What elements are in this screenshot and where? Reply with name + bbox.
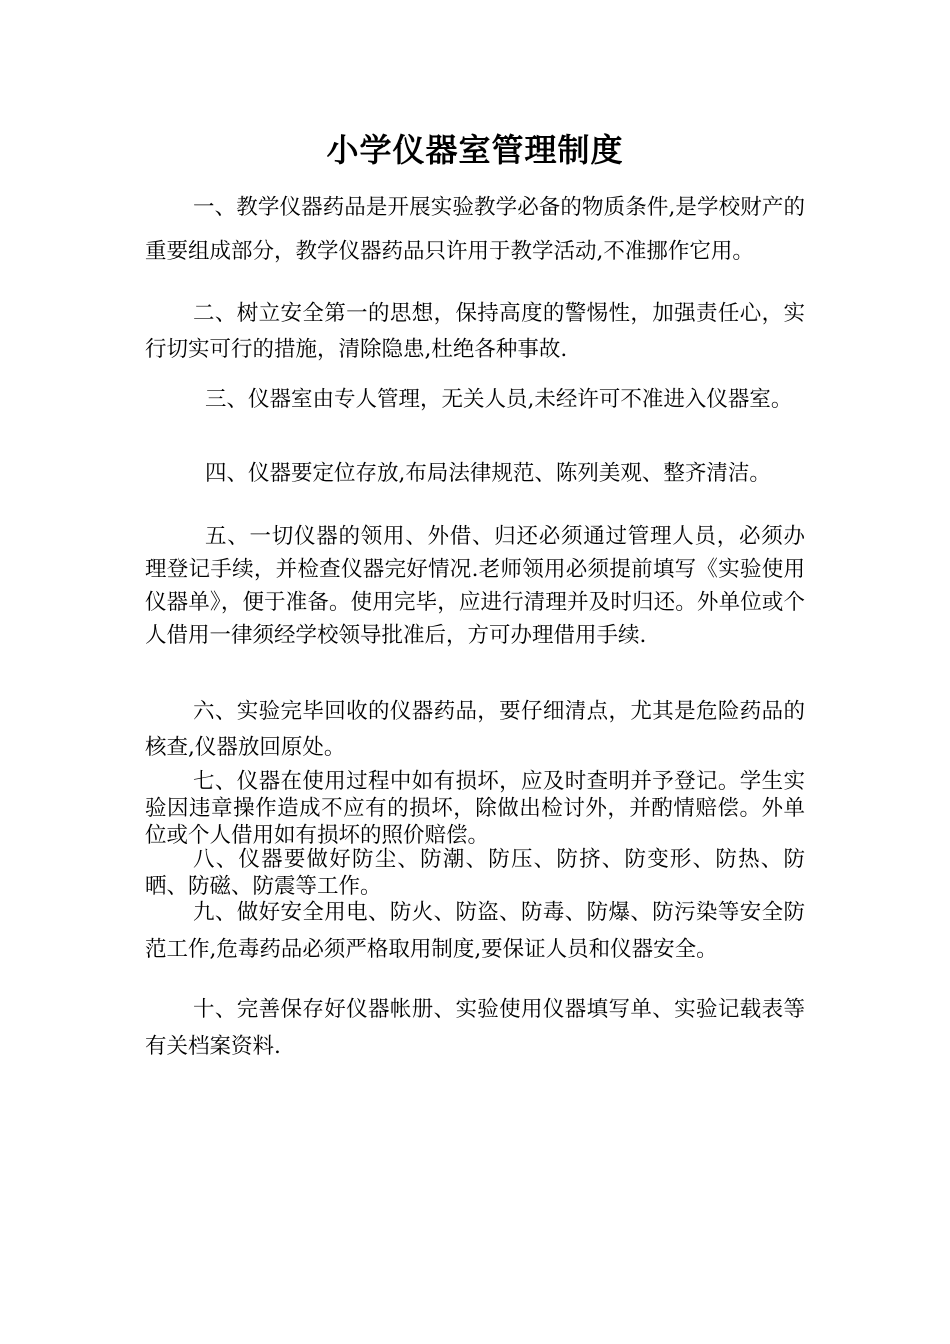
paragraph-5: 五、一切仪器的领用、外借、归还必须通过管理人员，必须办理登记手续，并检查仪器完好情况.老师领用必须提前填写《实验使用仪器单》，便于准备。使用完毕，应进行清理并及时归还。外单位或个人借用一律须经学校领导批准后，方可办理借用手续. <box>145 524 805 648</box>
document-title: 小学仪器室管理制度 <box>326 131 624 169</box>
paragraph-3: 三、仪器室由专人管理，无关人员,未经许可不准进入仪器室。 <box>205 387 793 412</box>
paragraph-7: 七、仪器在使用过程中如有损坏，应及时查明并予登记。学生实验因违章操作造成不应有的损坏，除做出检讨外，并酌情赔偿。外单位或个人借用如有损坏的照价赔偿。 <box>145 769 805 848</box>
paragraph-9: 九、做好安全用电、防火、防盗、防毒、防爆、防污染等安全防范工作,危毒药品必须严格取用制度,要保证人员和仪器安全。 <box>145 900 805 962</box>
paragraph-8: 八、仪器要做好防尘、防潮、防压、防挤、防变形、防热、防晒、防磁、防震等工作。 <box>145 847 805 899</box>
paragraph-6: 六、实验完毕回收的仪器药品，要仔细清点，尤其是危险药品的核查,仪器放回原处。 <box>145 699 805 760</box>
paragraph-10: 十、完善保存好仪器帐册、实验使用仪器填写单、实验记载表等有关档案资料. <box>145 997 805 1059</box>
paragraph-4: 四、仪器要定位存放,布局法律规范、陈列美观、整齐清洁。 <box>205 461 771 486</box>
paragraph-1: 一、教学仪器药品是开展实验教学必备的物质条件,是学校财产的重要组成部分，教学仪器药品只许用于教学活动,不准挪作它用。 <box>145 195 805 264</box>
paragraph-2: 二、树立安全第一的思想，保持高度的警惕性，加强责任心，实行切实可行的措施，清除隐患,杜绝各种事故. <box>145 301 805 362</box>
